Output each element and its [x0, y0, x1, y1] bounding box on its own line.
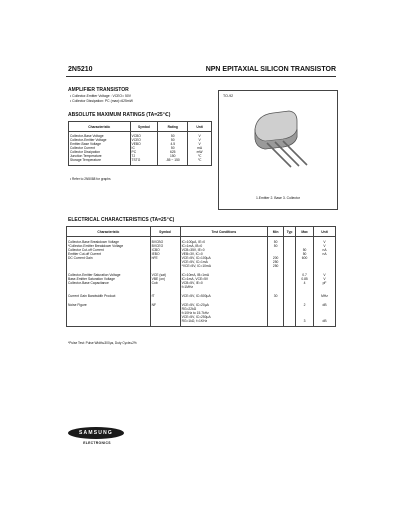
- table-cell: Collector Dissipation: [70, 150, 101, 154]
- table-cell: [268, 281, 284, 289]
- column-header: Max: [296, 227, 314, 237]
- table-cell: mW: [188, 150, 212, 154]
- electrical-table: [66, 226, 336, 327]
- table-cell: Collector Current: [70, 146, 95, 150]
- table-cell: 0.7: [296, 268, 314, 277]
- table-cell: VBE (on): [150, 277, 180, 281]
- column-header: Characteristic: [69, 122, 131, 132]
- electrical-body: [67, 237, 336, 327]
- table-cell: hFE: [150, 256, 180, 268]
- samsung-logo: [68, 425, 126, 449]
- table-cell: VCE (sat): [150, 268, 180, 277]
- table-cell: [296, 237, 314, 245]
- table-cell: DC Current Gain: [68, 256, 93, 260]
- feature-item: • Collector-Emitter Voltage : VCEO= 50V: [70, 94, 132, 98]
- table-cell: 600: [296, 256, 314, 268]
- table-cell: 50: [268, 237, 284, 245]
- table-header-row: [69, 122, 212, 132]
- table-cell: 50: [296, 248, 314, 252]
- feature-item: • Collector Dissipation: PC (max)=625mW: [70, 98, 133, 103]
- abs-max-table: [68, 121, 212, 166]
- feature-list: [70, 94, 133, 103]
- column-header: Test Conditions: [180, 227, 268, 237]
- table-cell: dB dB: [314, 298, 336, 323]
- table-cell: 50: [158, 132, 188, 139]
- package-label: TO-92: [223, 94, 234, 98]
- table-cell: BVCBO: [150, 237, 180, 245]
- table-cell: [284, 289, 296, 298]
- table-cell: [268, 298, 284, 323]
- table-cell: Storage Temperature: [70, 158, 101, 162]
- table-cell: [314, 256, 336, 268]
- table-cell: VCBO: [130, 132, 158, 139]
- table-cell: Collector Cut-off Current: [68, 248, 104, 252]
- table-cell: IEBO: [150, 252, 180, 256]
- table-cell: Emitter Cut-off Current: [68, 252, 102, 256]
- column-header: Characteristic: [67, 227, 151, 237]
- table-row: [67, 289, 336, 298]
- column-header: Symbol: [130, 122, 158, 132]
- table-cell: 4.5: [158, 142, 188, 146]
- table-cell: [284, 256, 296, 268]
- column-header: Rating: [158, 122, 188, 132]
- table-cell: Base-Emitter Saturation Voltage: [68, 277, 115, 281]
- table-cell: PC: [130, 150, 158, 154]
- table-cell: IC=10mA, IB=1mA: [180, 268, 268, 277]
- table-cell: -55 ~ 150: [158, 158, 188, 162]
- pinout-caption: 1.Emitter 2. Base 3. Collector: [255, 196, 301, 200]
- table-cell: 4: [296, 281, 314, 289]
- table-cell: V: [314, 244, 336, 248]
- table-row: [67, 268, 336, 277]
- table-cell: Junction Temperature: [70, 154, 102, 158]
- table-cell: V: [188, 138, 212, 142]
- table-cell: NF: [150, 298, 180, 323]
- table-cell: 50: [158, 138, 188, 142]
- table-cell: mA: [188, 146, 212, 150]
- table-cell: 50: [268, 244, 284, 248]
- table-cell: Cob: [150, 281, 180, 289]
- logo-brand: SAMSUNG: [68, 427, 124, 439]
- table-cell: VCEO: [130, 138, 158, 142]
- header-rule: [66, 76, 336, 77]
- electrical-heading: ELECTRICAL CHARACTERISTICS (TA=25℃): [68, 217, 175, 223]
- table-cell: BVCEO: [150, 244, 180, 248]
- logo-subtitle: ELECTRONICS: [83, 441, 111, 445]
- table-cell: IC=1mA, IB=0: [180, 244, 268, 248]
- table-cell: VCB=5V, IE=0 f=1MHz: [180, 281, 268, 289]
- table-cell: Collector-Base Voltage: [70, 134, 104, 138]
- abs-max-body: [69, 132, 212, 166]
- table-cell: VCE=5V, IC=500μA: [180, 289, 268, 298]
- table-cell: Collector-Base Breakdown Voltage: [68, 240, 119, 244]
- table-cell: TSTG: [130, 158, 158, 162]
- table-header-row: [67, 227, 336, 237]
- table-cell: Emitter-Base Voltage: [70, 142, 101, 146]
- table-cell: V: [314, 237, 336, 245]
- abs-max-heading: ABSOLUTE MAXIMUM RATINGS (TA=25℃): [68, 112, 171, 118]
- table-cell: pF: [314, 281, 336, 289]
- table-cell: 50: [158, 146, 188, 150]
- table-cell: [284, 281, 296, 289]
- table-cell: 200 250 250: [268, 256, 284, 268]
- table-cell: VCE=5V, IC=100μA VCE=5V, IC=1mA *VCE=5V, IC=10mA: [180, 256, 268, 268]
- document-title: NPN EPITAXIAL SILICON TRANSISTOR: [205, 66, 336, 73]
- table-cell: IC: [130, 146, 158, 150]
- table-cell: Noise Figure: [68, 303, 87, 307]
- graphs-note: • Refer to 2N5088 for graphs: [70, 177, 111, 181]
- table-cell: nA: [314, 248, 336, 252]
- table-cell: 50: [296, 252, 314, 256]
- table-cell: [284, 237, 296, 245]
- table-cell: ℃: [188, 154, 212, 158]
- pulse-test-note: *Pulse Test: Pulse Width≤300μs, Duty Cycle≤2%: [68, 341, 137, 345]
- table-cell: VEBO: [130, 142, 158, 146]
- table-cell: V: [188, 142, 212, 146]
- table-cell: ICBO: [150, 248, 180, 252]
- table-cell: VCE=5V, IC=20μA RG=22kΩ f=10Hz to 15.7kHz VCE=5V, IC=250μA RG=1kΩ, f=1KHz: [180, 298, 268, 323]
- part-number: 2N5210: [68, 66, 93, 73]
- column-header: Unit: [188, 122, 212, 132]
- table-cell: VCB=35V, IE=0: [180, 248, 268, 252]
- table-cell: [284, 268, 296, 277]
- table-row-spacer: [67, 323, 336, 327]
- table-cell: Collector-Emitter Voltage: [70, 138, 107, 142]
- table-cell: [284, 298, 296, 323]
- table-row: [67, 256, 336, 268]
- table-cell: *Collector-Emitter Breakdown Voltage: [68, 244, 124, 248]
- column-header: Unit: [314, 227, 336, 237]
- table-cell: 2 3: [296, 298, 314, 323]
- table-cell: fT: [150, 289, 180, 298]
- table-cell: V: [188, 132, 212, 139]
- table-row: [67, 237, 336, 245]
- table-row: [67, 298, 336, 323]
- table-cell: IC=1mA, VCE=5V: [180, 277, 268, 281]
- table-cell: 625: [158, 150, 188, 154]
- table-cell: 150: [158, 154, 188, 158]
- application-heading: AMPLIFIER TRANSISTOR: [68, 87, 129, 93]
- package-box: [218, 90, 338, 210]
- transistor-package-icon: [247, 107, 317, 173]
- table-cell: TJ: [130, 154, 158, 158]
- table-cell: V: [314, 277, 336, 281]
- column-header: Symbol: [150, 227, 180, 237]
- table-cell: 0.85: [296, 277, 314, 281]
- table-cell: MHz: [314, 289, 336, 298]
- table-cell: [296, 289, 314, 298]
- column-header: Typ: [284, 227, 296, 237]
- table-cell: Collector-Base Capacitance: [68, 281, 109, 285]
- table-cell: nA: [314, 252, 336, 256]
- table-cell: Collector-Emitter Saturation Voltage: [68, 273, 121, 277]
- table-cell: 30: [268, 289, 284, 298]
- column-header: Min: [268, 227, 284, 237]
- table-row: [67, 281, 336, 289]
- table-cell: ℃: [188, 158, 212, 162]
- table-cell: [268, 268, 284, 277]
- table-cell: Current Gain Bandwidth Product: [68, 294, 116, 298]
- table-row-spacer: [69, 162, 212, 166]
- table-cell: VEB=3V, IC=0: [180, 252, 268, 256]
- table-cell: IC=100μA, IE=0: [180, 237, 268, 245]
- table-cell: V: [314, 268, 336, 277]
